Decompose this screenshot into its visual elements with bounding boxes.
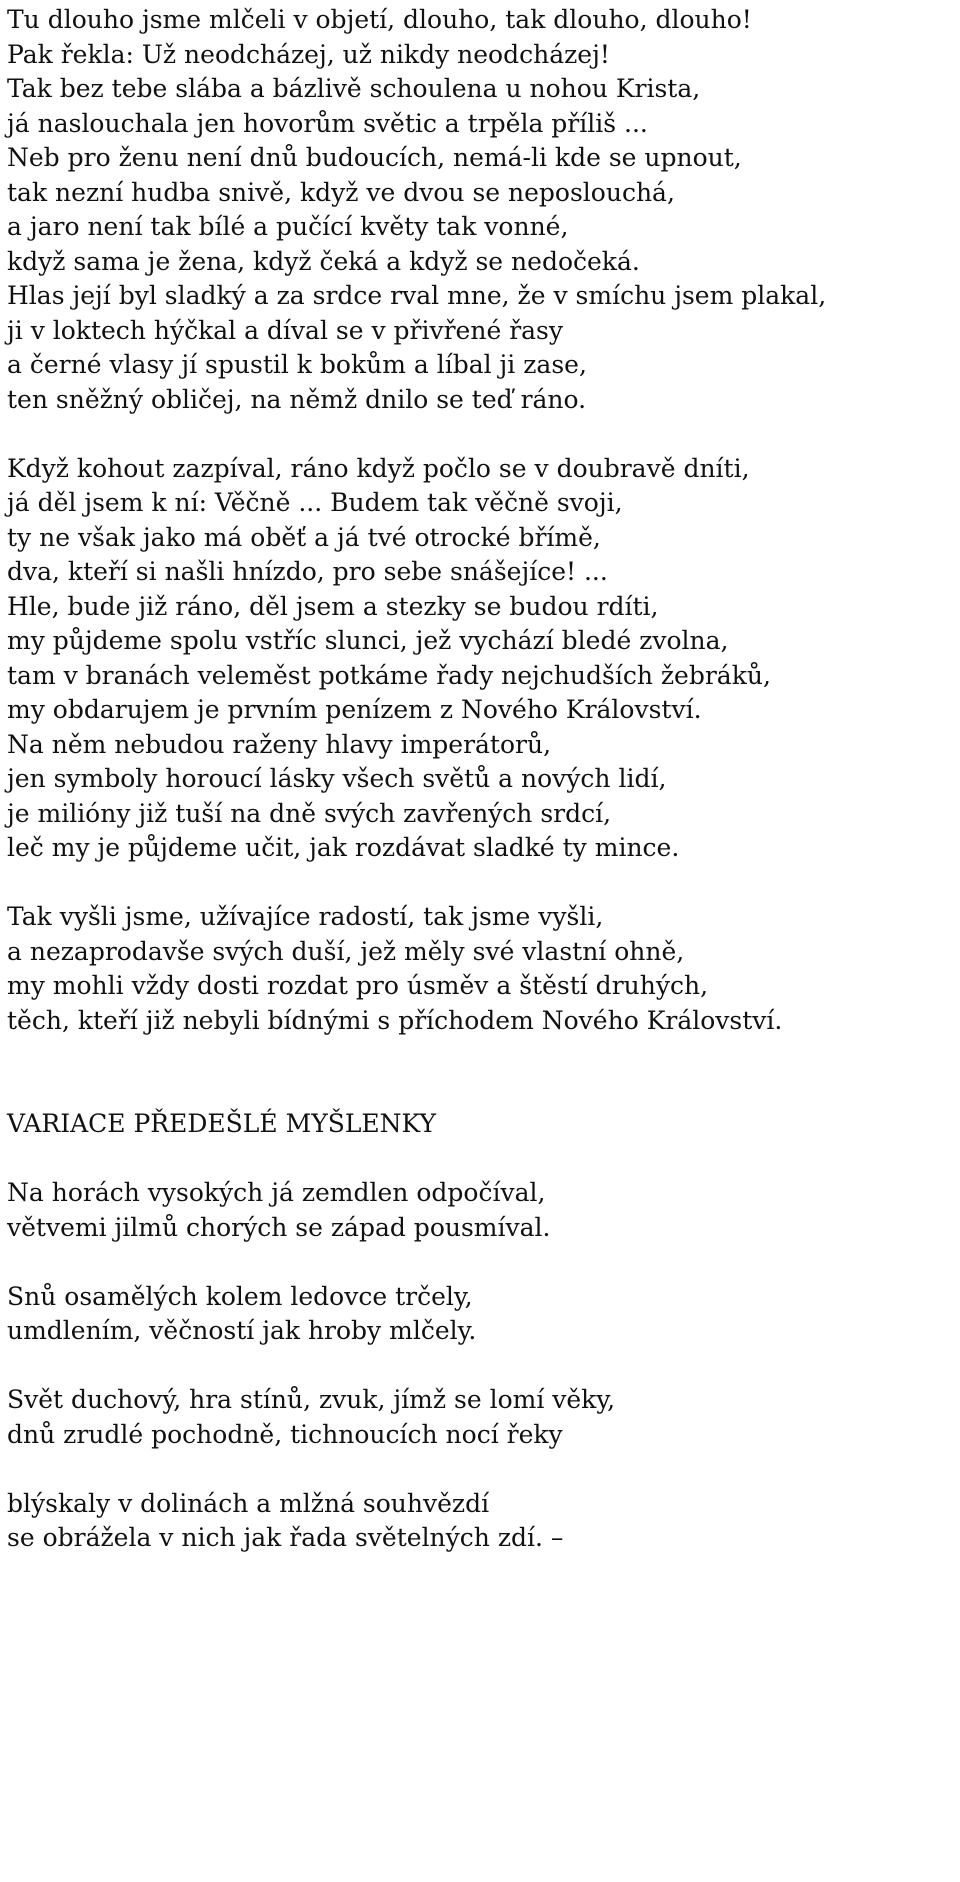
verse-line: a nezaprodavše svých duší, jež měly své vlastní ohně, (7, 937, 685, 966)
verse-line: dnů zrudlé pochodně, tichnoucích nocí řeky (7, 1420, 563, 1449)
verse-line: umdlením, věčností jak hroby mlčely. (7, 1316, 477, 1345)
verse-line: leč my je půjdeme učit, jak rozdávat sladké ty mince. (7, 833, 680, 862)
verse-line: ty ne však jako má oběť a já tvé otrocké břímě, (7, 523, 601, 552)
section-heading: VARIACE PŘEDEŠLÉ MYŠLENKY (7, 1109, 437, 1138)
verse-line: Tak vyšli jsme, užívajíce radostí, tak jsme vyšli, (7, 902, 604, 931)
verse-line: my obdarujem je prvním penízem z Nového Království. (7, 695, 702, 724)
verse-line: dva, kteří si našli hnízdo, pro sebe snášejíce! ... (7, 557, 608, 586)
verse-line: Hlas její byl sladký a za srdce rval mne, že v smíchu jsem plakal, (7, 281, 827, 310)
verse-line: blýskaly v dolinách a mlžná souhvězdí (7, 1489, 490, 1518)
verse-line: Na horách vysokých já zemdlen odpočíval, (7, 1178, 546, 1207)
verse-line: tam v branách veleměst potkáme řady nejchudších žebráků, (7, 661, 771, 690)
verse-line: my půjdeme spolu vstříc slunci, jež vychází bledé zvolna, (7, 626, 729, 655)
verse-line: Když kohout zazpíval, ráno když počlo se v doubravě dníti, (7, 454, 750, 483)
verse-line: se obrážela v nich jak řada světelných zdí. – (7, 1523, 564, 1552)
verse-line: já děl jsem k ní: Věčně ... Budem tak věčně svoji, (7, 488, 623, 517)
verse-line: Tu dlouho jsme mlčeli v objetí, dlouho, tak dlouho, dlouho! (7, 5, 752, 34)
verse-line: a jaro není tak bílé a pučící květy tak vonné, (7, 212, 569, 241)
verse-line: větvemi jilmů chorých se západ pousmíval. (7, 1213, 551, 1242)
verse-line: Na něm nebudou raženy hlavy imperátorů, (7, 730, 552, 759)
verse-line: jen symboly horoucí lásky všech světů a nových lidí, (7, 764, 667, 793)
verse-line: a černé vlasy jí spustil k bokům a líbal ji zase, (7, 350, 587, 379)
verse-line: těch, kteří již nebyli bídnými s příchodem Nového Království. (7, 1006, 783, 1035)
verse-line: když sama je žena, když čeká a když se nedočeká. (7, 247, 640, 276)
verse-line: Neb pro ženu není dnů budoucích, nemá-li kde se upnout, (7, 143, 742, 172)
verse-line: Snů osamělých kolem ledovce trčely, (7, 1282, 473, 1311)
verse-line: Svět duchový, hra stínů, zvuk, jímž se lomí věky, (7, 1385, 616, 1414)
verse-line: ji v loktech hýčkal a díval se v přivřené řasy (7, 316, 564, 345)
verse-line: tak nezní hudba snivě, když ve dvou se neposlouchá, (7, 178, 675, 207)
verse-line: já naslouchala jen hovorům světic a trpěla příliš ... (7, 109, 648, 138)
verse-line: my mohli vždy dosti rozdat pro úsměv a štěstí druhých, (7, 971, 709, 1000)
verse-line: ten sněžný obličej, na němž dnilo se teď ráno. (7, 385, 587, 414)
verse-line: je milióny již tuší na dně svých zavřených srdcí, (7, 799, 612, 828)
verse-line: Tak bez tebe slába a bázlivě schoulena u nohou Krista, (7, 74, 701, 103)
verse-line: Hle, bude již ráno, děl jsem a stezky se budou rdíti, (7, 592, 659, 621)
verse-line: Pak řekla: Už neodcházej, už nikdy neodcházej! (7, 40, 610, 69)
